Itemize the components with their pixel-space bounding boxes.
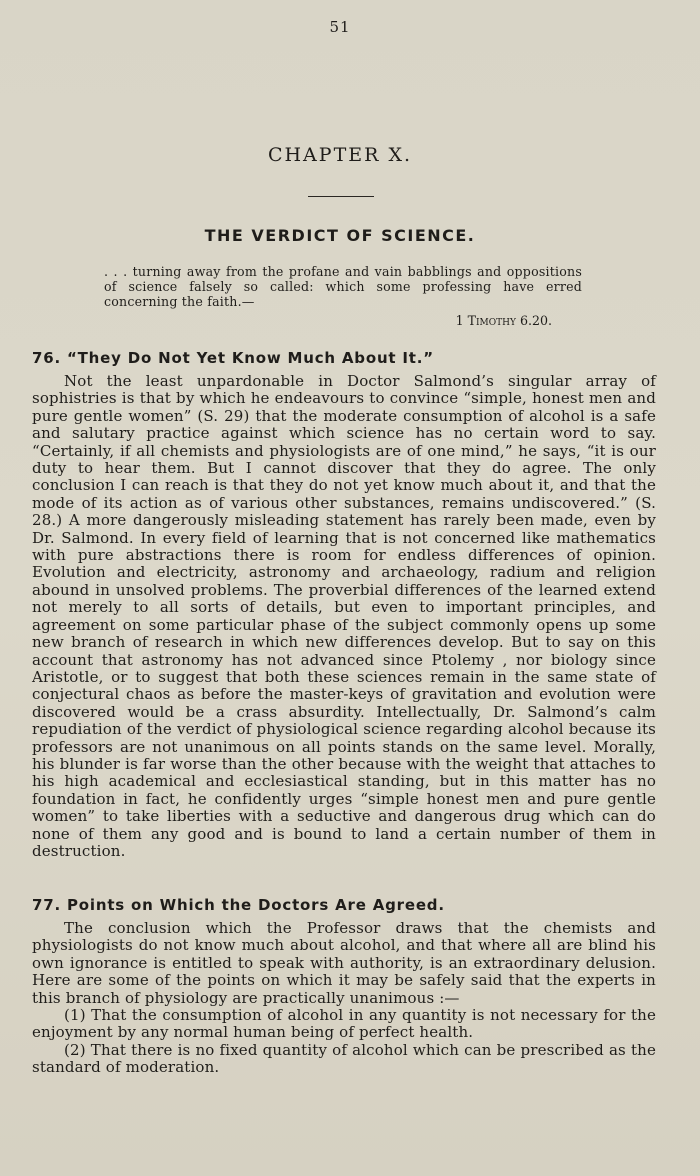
chapter-heading: CHAPTER X. (267, 144, 413, 166)
numbered-point-2: (2) That there is no fixed quantity of alcohol which can be prescribed as the standard of moderation. (32, 1040, 656, 1077)
section-77-body (32, 920, 656, 1077)
epigraph-attribution (300, 313, 552, 328)
divider-rule (308, 196, 374, 197)
paragraph: The conclusion which the Professor draws that the chemists and physiologists do not know much about alcohol, and that where all are blind his own ignorance is entitled to speak with authority, is an extraordinary delusion. Here are some of the points on which it may be safely said that the experts in this branch of physiology are practically unanimous :— (32, 919, 656, 1007)
section-heading-77: 77. Points on Which the Doctors Are Agreed. (32, 896, 445, 914)
paragraph: Not the least unpardonable in Doctor Salmond’s singular array of sophistries is that by which he endeavours to convince “simple, honest men and pure gentle women” (S. 29) that the moderate consumption of alcohol is a safe and salutary practice against which science has no certain word to say. “Certainly, if all chemists and physiologists are of one mind,” he says, “it is our duty to hear them. But I cannot discover that they do agree. The only conclusion I can reach is that they do not yet know much about it, and that the mode of its action as of various other substances, remains undiscovered.” (S. 28.) A more dangerously misleading statement has rarely been made, even by Dr. Salmond. In every field of learning that is not concerned like mathematics with pure abstractions there is room for endless differences of opinion. Evolution and electricity, astronomy and archaeology, radium and religion abound in unsolved problems. The proverbial differences of the learned extend not merely to all sorts of details, but even to important principles, and agreement on some particular phase of the subject commonly opens up some new branch of research in which new differences develop. But to say on this account that astronomy has not advanced since Ptolemy , nor biology since Aristotle, or to suggest that both these sciences remain in the same state of conjectural chaos as before the master-keys of gravitation and evolution were discovered would be a crass absurdity. Intellectually, Dr. Salmond’s calm repudiation of the verdict of physiological science regarding alcohol because its professors are not unanimous on all points stands on the same level. Morally, his blunder is far worse than the other because with the weight that attaches to his high academical and ecclesiastical standing, but in this matter has no foundation in fact, he confidently urges “simple honest men and pure gentle women” to take liberties with a seductive and dangerous drug which can do none of them any good and is bound to land a certain number of them in destruction. (32, 372, 656, 860)
numbered-point-1: (1) That the consumption of alcohol in any quantity is not necessary for the enjoyment by any normal human being of perfect health. (32, 1006, 656, 1042)
section-76-body (32, 373, 656, 860)
page-number: 51 (329, 18, 351, 36)
attribution-book: 1 Timothy (455, 313, 516, 328)
epigraph: . . . turning away from the profane and vain babblings and oppositions of science falsely so called: which some professing have erred concerning the faith.— (104, 264, 582, 309)
chapter-title: THE VERDICT OF SCIENCE. (204, 226, 476, 245)
attribution-reference: 6.20. (519, 313, 552, 328)
section-heading-76: 76. “They Do Not Yet Know Much About It.” (32, 349, 434, 367)
